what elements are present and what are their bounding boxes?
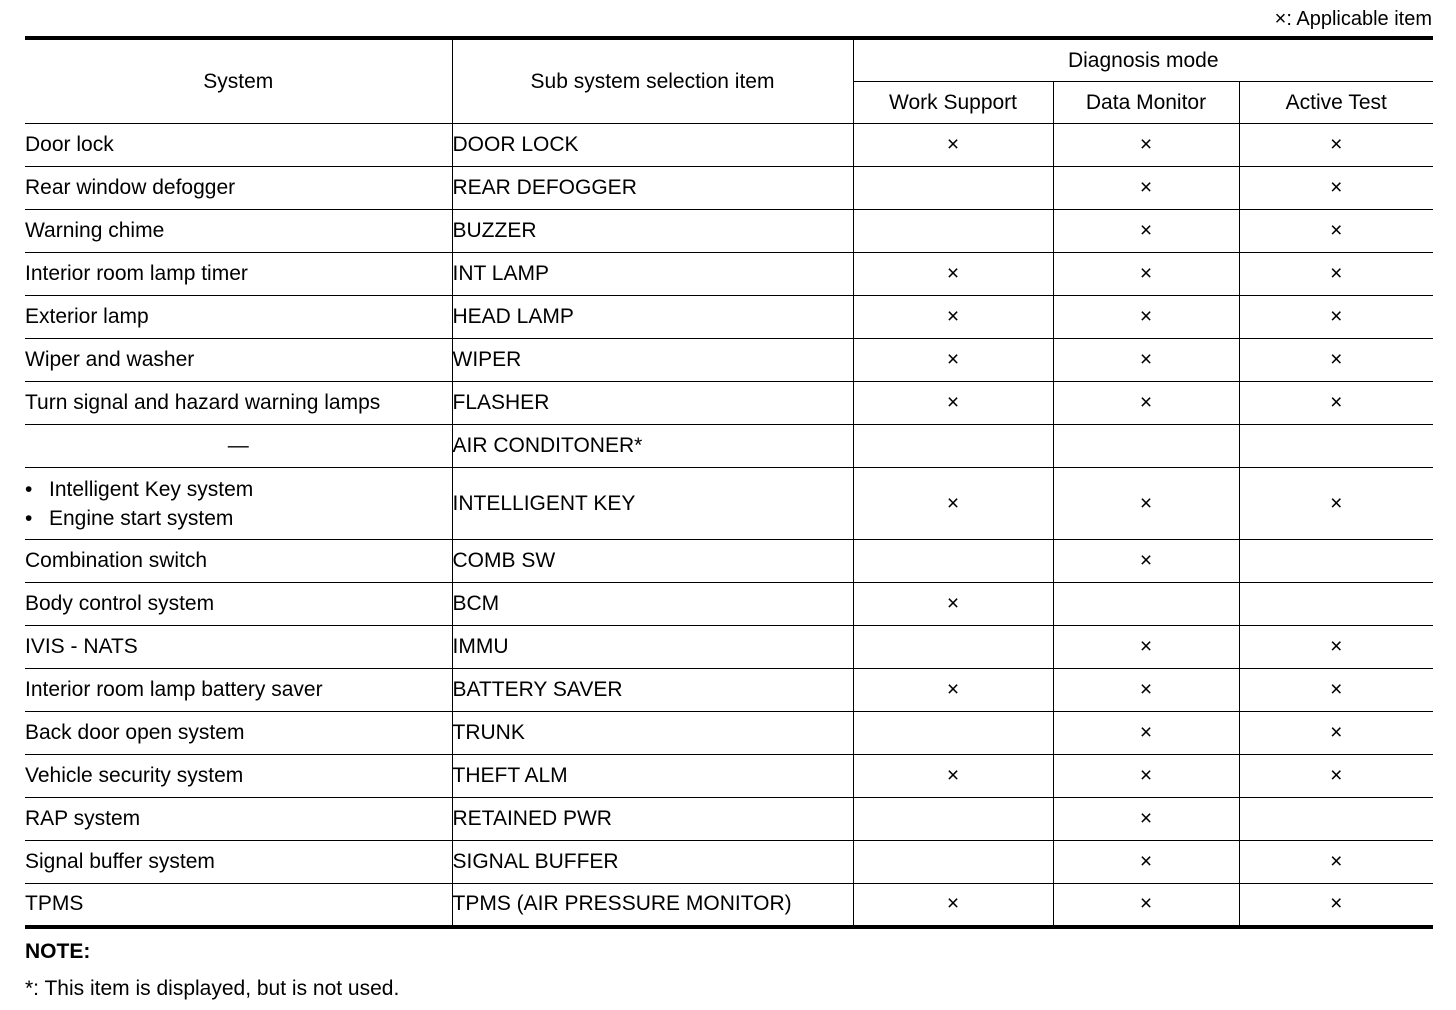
list-item: • Intelligent Key system bbox=[25, 475, 452, 504]
active-test-mark bbox=[1239, 583, 1433, 626]
data-monitor-mark: × bbox=[1053, 167, 1239, 210]
sub-system-cell: WIPER bbox=[452, 339, 853, 382]
table-body bbox=[25, 124, 1433, 927]
active-test-mark: × bbox=[1239, 884, 1433, 927]
active-test-mark: × bbox=[1239, 468, 1433, 540]
table-row bbox=[25, 425, 1433, 468]
sub-system-cell: BCM bbox=[452, 583, 853, 626]
legend: ×: Applicable item bbox=[1274, 8, 1432, 30]
table-row bbox=[25, 669, 1433, 712]
sub-system-cell: SIGNAL BUFFER bbox=[452, 841, 853, 884]
work-support-mark bbox=[853, 626, 1053, 669]
table-row bbox=[25, 296, 1433, 339]
table-row bbox=[25, 253, 1433, 296]
work-support-mark bbox=[853, 210, 1053, 253]
header-data-monitor: Data Monitor bbox=[1053, 82, 1239, 124]
sub-system-cell: RETAINED PWR bbox=[452, 798, 853, 841]
active-test-mark: × bbox=[1239, 339, 1433, 382]
sub-system-cell: INTELLIGENT KEY bbox=[452, 468, 853, 540]
data-monitor-mark: × bbox=[1053, 382, 1239, 425]
work-support-mark: × bbox=[853, 339, 1053, 382]
work-support-mark: × bbox=[853, 669, 1053, 712]
data-monitor-mark: × bbox=[1053, 841, 1239, 884]
data-monitor-mark: × bbox=[1053, 124, 1239, 167]
system-cell: Back door open system bbox=[25, 712, 452, 755]
sub-system-cell: AIR CONDITONER* bbox=[452, 425, 853, 468]
data-monitor-mark: × bbox=[1053, 540, 1239, 583]
system-cell: Interior room lamp timer bbox=[25, 253, 452, 296]
table-row bbox=[25, 210, 1433, 253]
system-cell: Door lock bbox=[25, 124, 452, 167]
note-text: *: This item is displayed, but is not used. bbox=[25, 977, 400, 1000]
data-monitor-mark bbox=[1053, 425, 1239, 468]
active-test-mark bbox=[1239, 798, 1433, 841]
table-row bbox=[25, 583, 1433, 626]
sub-system-cell: REAR DEFOGGER bbox=[452, 167, 853, 210]
header-work-support: Work Support bbox=[853, 82, 1053, 124]
table-row bbox=[25, 167, 1433, 210]
data-monitor-mark: × bbox=[1053, 884, 1239, 927]
data-monitor-mark: × bbox=[1053, 712, 1239, 755]
sub-system-cell: COMB SW bbox=[452, 540, 853, 583]
system-cell: TPMS bbox=[25, 884, 452, 927]
active-test-mark: × bbox=[1239, 755, 1433, 798]
table-row bbox=[25, 755, 1433, 798]
table-row bbox=[25, 798, 1433, 841]
active-test-mark: × bbox=[1239, 210, 1433, 253]
sub-system-cell: DOOR LOCK bbox=[452, 124, 853, 167]
system-cell: Wiper and washer bbox=[25, 339, 452, 382]
system-cell: Combination switch bbox=[25, 540, 452, 583]
system-cell: Rear window defogger bbox=[25, 167, 452, 210]
data-monitor-mark bbox=[1053, 583, 1239, 626]
data-monitor-mark: × bbox=[1053, 669, 1239, 712]
sub-system-cell: HEAD LAMP bbox=[452, 296, 853, 339]
table-row bbox=[25, 884, 1433, 927]
system-bullet-list bbox=[25, 475, 452, 533]
active-test-mark: × bbox=[1239, 253, 1433, 296]
system-cell: Exterior lamp bbox=[25, 296, 452, 339]
table-row bbox=[25, 339, 1433, 382]
active-test-mark: × bbox=[1239, 626, 1433, 669]
header-diagnosis-mode: Diagnosis mode bbox=[853, 38, 1433, 82]
data-monitor-mark: × bbox=[1053, 296, 1239, 339]
sub-system-cell: INT LAMP bbox=[452, 253, 853, 296]
sub-system-cell: IMMU bbox=[452, 626, 853, 669]
data-monitor-mark: × bbox=[1053, 468, 1239, 540]
work-support-mark bbox=[853, 798, 1053, 841]
list-item: • Engine start system bbox=[25, 504, 452, 533]
diagnosis-table bbox=[25, 36, 1433, 929]
sub-system-cell: FLASHER bbox=[452, 382, 853, 425]
header-sub-system: Sub system selection item bbox=[452, 38, 853, 124]
system-cell: Interior room lamp battery saver bbox=[25, 669, 452, 712]
sub-system-cell: TPMS (AIR PRESSURE MONITOR) bbox=[452, 884, 853, 927]
sub-system-cell: TRUNK bbox=[452, 712, 853, 755]
system-cell: Vehicle security system bbox=[25, 755, 452, 798]
active-test-mark bbox=[1239, 540, 1433, 583]
work-support-mark: × bbox=[853, 124, 1053, 167]
work-support-mark: × bbox=[853, 583, 1053, 626]
header-active-test: Active Test bbox=[1239, 82, 1433, 124]
sub-system-cell: BUZZER bbox=[452, 210, 853, 253]
active-test-mark: × bbox=[1239, 382, 1433, 425]
system-cell: Turn signal and hazard warning lamps bbox=[25, 382, 452, 425]
system-cell: RAP system bbox=[25, 798, 452, 841]
active-test-mark: × bbox=[1239, 124, 1433, 167]
system-cell: Signal buffer system bbox=[25, 841, 452, 884]
work-support-mark: × bbox=[853, 253, 1053, 296]
table-row bbox=[25, 124, 1433, 167]
data-monitor-mark: × bbox=[1053, 755, 1239, 798]
table-row bbox=[25, 841, 1433, 884]
system-cell: Body control system bbox=[25, 583, 452, 626]
system-cell: Warning chime bbox=[25, 210, 452, 253]
sub-system-cell: THEFT ALM bbox=[452, 755, 853, 798]
data-monitor-mark: × bbox=[1053, 626, 1239, 669]
work-support-mark: × bbox=[853, 382, 1053, 425]
note-title: NOTE: bbox=[25, 940, 91, 963]
active-test-mark: × bbox=[1239, 167, 1433, 210]
active-test-mark: × bbox=[1239, 712, 1433, 755]
work-support-mark: × bbox=[853, 755, 1053, 798]
work-support-mark bbox=[853, 712, 1053, 755]
system-cell: IVIS - NATS bbox=[25, 626, 452, 669]
table-row bbox=[25, 540, 1433, 583]
sub-system-cell: BATTERY SAVER bbox=[452, 669, 853, 712]
header-system: System bbox=[25, 38, 452, 124]
work-support-mark: × bbox=[853, 468, 1053, 540]
work-support-mark: × bbox=[853, 296, 1053, 339]
active-test-mark bbox=[1239, 425, 1433, 468]
work-support-mark bbox=[853, 540, 1053, 583]
active-test-mark: × bbox=[1239, 669, 1433, 712]
system-cell: — bbox=[25, 425, 452, 468]
active-test-mark: × bbox=[1239, 841, 1433, 884]
table-row bbox=[25, 382, 1433, 425]
work-support-mark bbox=[853, 167, 1053, 210]
data-monitor-mark: × bbox=[1053, 253, 1239, 296]
system-cell bbox=[25, 468, 452, 540]
work-support-mark: × bbox=[853, 884, 1053, 927]
data-monitor-mark: × bbox=[1053, 798, 1239, 841]
table-row bbox=[25, 468, 1433, 540]
work-support-mark bbox=[853, 841, 1053, 884]
table-row bbox=[25, 712, 1433, 755]
table-row bbox=[25, 626, 1433, 669]
data-monitor-mark: × bbox=[1053, 339, 1239, 382]
data-monitor-mark: × bbox=[1053, 210, 1239, 253]
active-test-mark: × bbox=[1239, 296, 1433, 339]
work-support-mark bbox=[853, 425, 1053, 468]
